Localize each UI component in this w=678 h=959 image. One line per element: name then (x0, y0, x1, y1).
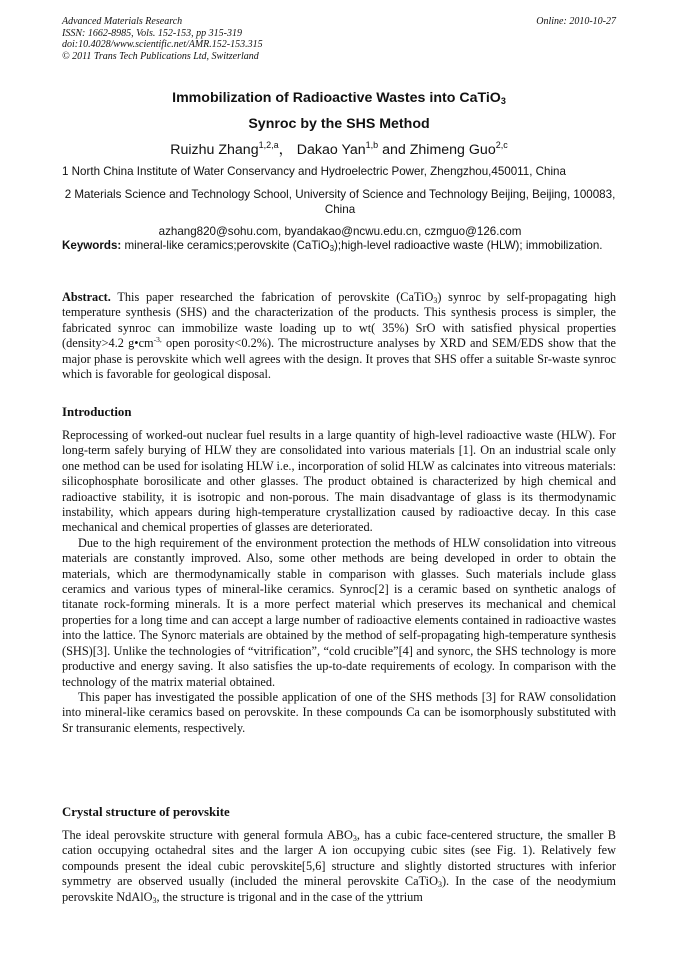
intro-paragraph-1: Reprocessing of worked-out nuclear fuel results in a large quantity of high-level radioactive waste (HLW). For long-term safely burying of HLW they are consolidated into various materials [1]. On an industrial scale only one method can be used for isolating HLW i.e., incorporation of solid HLW as calcinates into vitreous materials: silicophosphate borosilicate and other glasses. The product obtained is characterized by high chemical and radioactive stability, it is isotropic and non-porous. The main disadvantage of glass is its thermodynamic instability, which appears during high-temperature crystallization caused by radioactive decay. In this case mechanical and chemical properties of glasses are deteriorated. (62, 428, 616, 535)
author-1-affil: 1,2,a (258, 140, 279, 150)
keywords-label: Keywords: (62, 239, 122, 252)
abstract-superscript: -3, (153, 335, 162, 345)
intro-paragraph-3: This paper has investigated the possible application of one of the SHS methods [3] for RAW consolidation into mineral-like ceramics based on perovskite. In these compounds Ca can be isomorphously substituted with Sr transuranic elements, respectively. (62, 689, 616, 735)
abstract-text-2: ) synroc by self-propagating high temperature synthesis (SHS) and the characterization of the products. This synthesis process is simpler, the fabricated synroc can immobilize waste loading up to wt( 35%) SrO with satisfied physical properties (density>4.2 g•cm (62, 290, 616, 351)
affiliation-1: 1 North China Institute of Water Conservancy and Hydroelectric Power, Zhengzhou,450011, China (62, 165, 566, 178)
copyright-line: © 2011 Trans Tech Publications Ltd, Switzerland (62, 50, 259, 62)
crystal-text-4: , the structure is trigonal and in the case of the yttrium (156, 889, 423, 904)
journal-header (62, 16, 616, 62)
keywords-text-a: mineral-like ceramics;perovskite (CaTiO (121, 239, 330, 252)
abstract-label: Abstract. (62, 290, 111, 304)
crystal-text-3: ). In the case of the neodymium perovskite NdAlO (62, 874, 616, 904)
author-2-affil: 1,b (365, 140, 379, 150)
introduction-body (62, 428, 616, 736)
online-date: Online: 2010-10-27 (536, 16, 616, 27)
section-heading-crystal-structure: Crystal structure of perovskite (62, 805, 230, 819)
author-conjunction: and (378, 142, 410, 158)
paper-title-line1 (62, 89, 616, 107)
author-1: Ruizhu Zhang (170, 142, 259, 158)
abstract (62, 290, 616, 382)
doi-line: doi:10.4028/www.scientific.net/AMR.152-153.315 (62, 39, 263, 50)
title-subscript: 3 (500, 96, 506, 106)
crystal-text-2: , has a cubic face-centered structure, the smaller B cation occupying octahedral sites and the larger A ion occupying cubic sites (see Fig. 1). Relatively few compounds present the ideal cubic perovskite[5,6] structure and slightly distorted structures with inferior symmetry are observed usually (included the mineral perovskite CaTiO (62, 828, 616, 889)
author-list (62, 141, 616, 159)
crystal-structure-body (62, 828, 616, 905)
abstract-text-1: This paper researched the fabrication of perovskite (CaTiO (110, 290, 434, 304)
abstract-subscript: 3 (433, 296, 438, 305)
keywords (62, 239, 618, 254)
keywords-text-b: );high-level radioactive waste (HLW); immobilization. (334, 239, 603, 252)
crystal-subscript-1: 3 (352, 834, 357, 843)
journal-name: Advanced Materials Research (62, 16, 183, 27)
author-3-affil: 2,c (495, 140, 508, 150)
crystal-subscript-3: 3 (152, 895, 157, 905)
issn-line: ISSN: 1662-8985, Vols. 152-153, pp 315-319 (62, 27, 242, 39)
section-heading-introduction: Introduction (62, 405, 132, 419)
keywords-subscript: 3 (329, 244, 335, 253)
email-list: azhang820@sohu.com, byandakao@ncwu.edu.cn, czmguo@126.com (158, 225, 522, 238)
affiliation-2: 2 Materials Science and Technology School, University of Science and Technology Beijing, Beijing, 100083, China (64, 188, 616, 216)
title-text-1: Immobilization of Radioactive Wastes into CaTiO (172, 90, 501, 106)
abstract-text-3: open porosity<0.2%). The microstructure analyses by XRD and SEM/EDS show that the major phase is perovskite which well agrees with the design. It proves that SHS offer a suitable Sr-waste synroc which is favorable for geological disposal. (62, 336, 616, 382)
paper-title-line2: Synroc by the SHS Method (248, 116, 430, 132)
crystal-subscript-2: 3 (437, 880, 442, 890)
author-3: Zhimeng Guo (409, 142, 496, 158)
intro-paragraph-2: Due to the high requirement of the environment protection the methods of HLW consolidation into vitreous materials are constantly improved. Also, some other methods are being developed in order to obtain the materials, which are thermodynamically stable in comparison with glasses. Such materials include glass ceramics and various types of mineral-like ceramics. Synroc[2] is a ceramic based on synthetic analogs of titanate rock-forming minerals. It is a more perfect material which preserves its mechanical and chemical properties for a long time and can accept a large number of radioactive elements contained in radioactive wastes into the lattice. The Synorc materials are obtained by the method of self-propagating high-temperature synthesis (SHS)[3]. Unlike the technologies of “vitrification”, “cold crucible”[4] and synorc, the SHS technology is more productive and energy saving. It also satisfies the up-to-date requirements of ecology. In comparison with the technology of the matrix material obtained. (62, 535, 616, 689)
author-2: Dakao Yan (296, 142, 366, 158)
crystal-text-1: The ideal perovskite structure with general formula ABO (62, 828, 353, 842)
author-separator: ， (278, 142, 293, 158)
